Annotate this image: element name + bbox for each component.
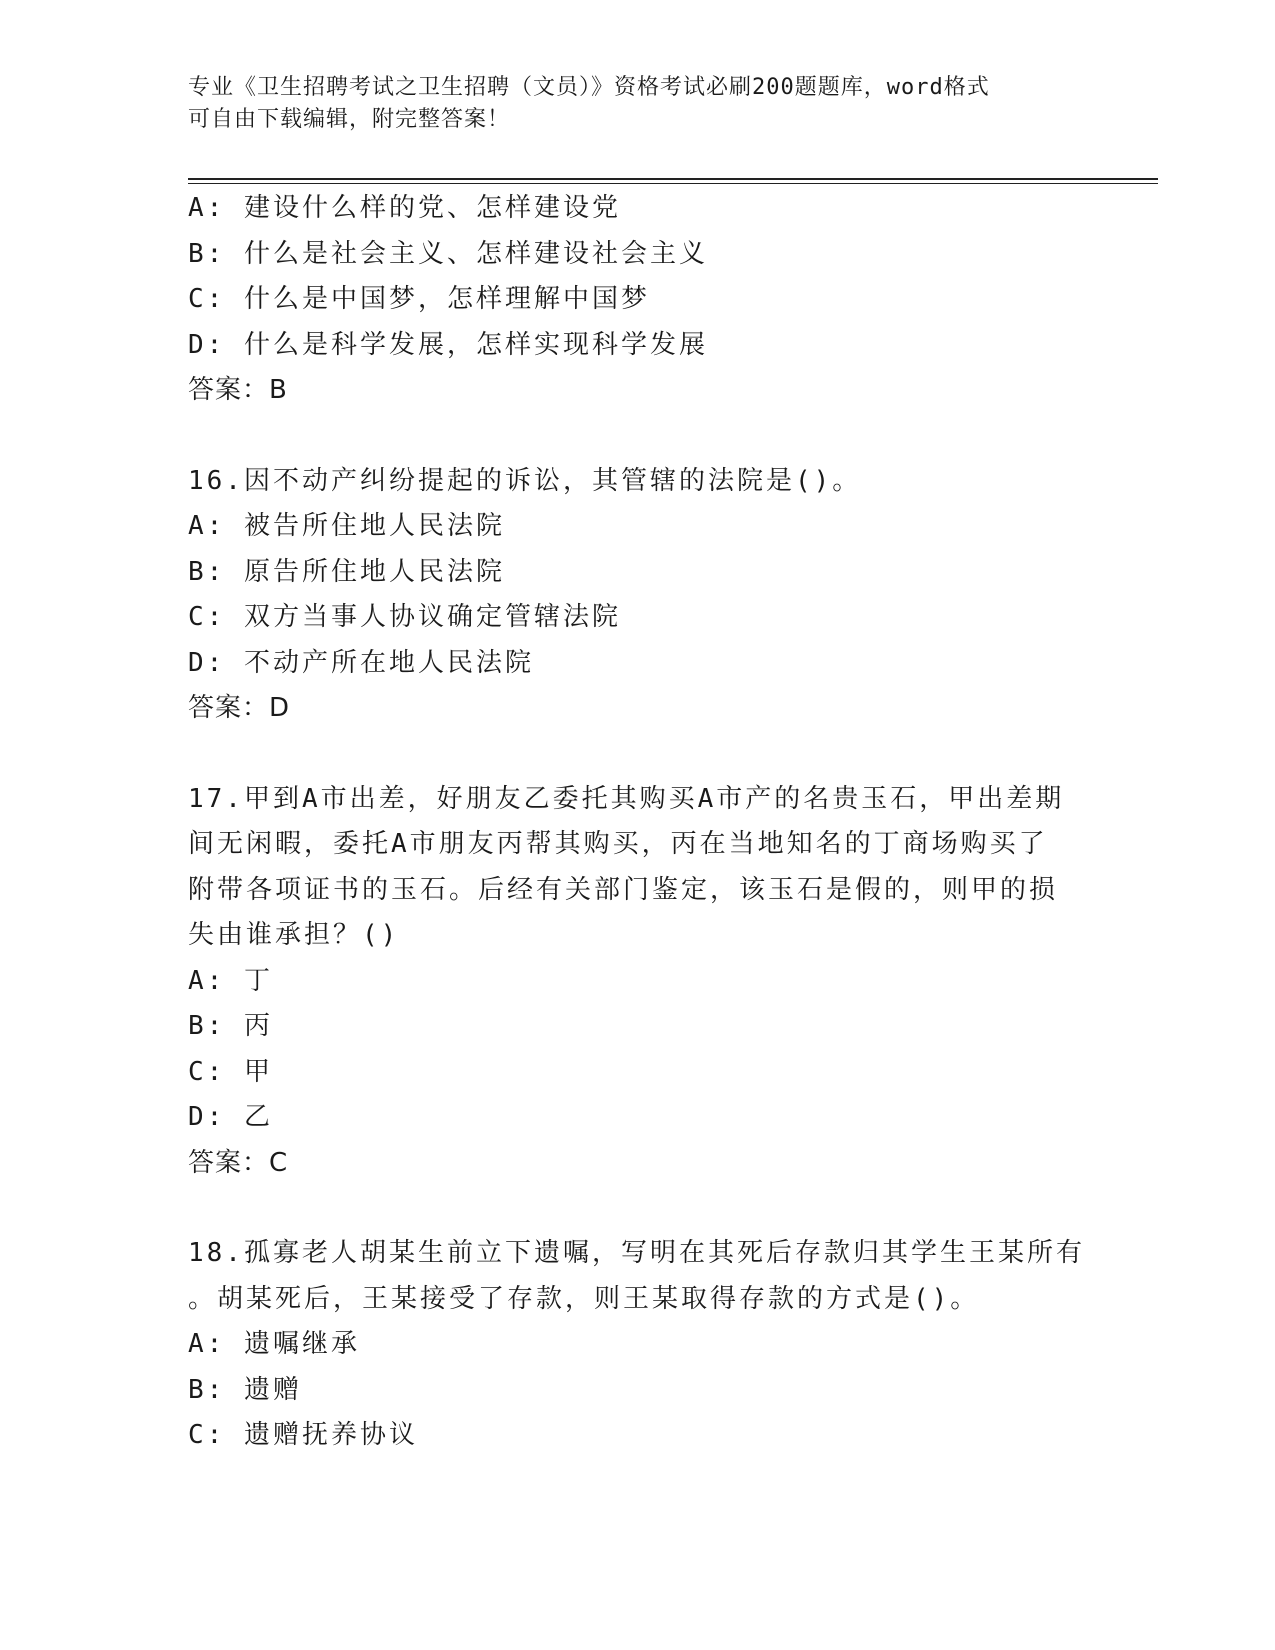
header-divider <box>188 178 1158 184</box>
question-stem-line: 失由谁承担？() <box>188 920 400 950</box>
option-a: A: 建设什么样的党、怎样建设党 <box>188 193 621 223</box>
document-header <box>188 72 1068 136</box>
option-b: B: 遗赠 <box>188 1374 302 1405</box>
question-stem-line: 。胡某死后，王某接受了存款，则王某取得存款的方式是()。 <box>188 1283 980 1314</box>
answer: 答案：D <box>188 693 291 723</box>
spacer <box>188 732 1078 777</box>
question-stem: 16.因不动产纠纷提起的诉讼，其管辖的法院是()。 <box>188 465 862 496</box>
header-line-1: 专业《卫生招聘考试之卫生招聘（文员）》资格考试必刷200题题库，word格式 <box>188 75 990 100</box>
answer: 答案：B <box>188 375 288 405</box>
option-c: C: 甲 <box>188 1056 273 1087</box>
option-a: A: 被告所住地人民法院 <box>188 511 505 541</box>
question-16 <box>188 459 1078 732</box>
question-18 <box>188 1231 1085 1459</box>
option-a: A: 遗嘱继承 <box>188 1329 360 1359</box>
option-a: A: 丁 <box>188 965 273 996</box>
question-stem-line: 18.孤寡老人胡某生前立下遗嘱，写明在其死后存款归其学生王某所有 <box>188 1238 1085 1268</box>
option-c: C: 遗赠抚养协议 <box>188 1420 418 1450</box>
spacer <box>188 414 1078 459</box>
option-b: B: 什么是社会主义、怎样建设社会主义 <box>188 238 708 269</box>
question-15 <box>188 186 1078 414</box>
answer: 答案：C <box>188 1147 289 1178</box>
option-b: B: 丙 <box>188 1011 273 1041</box>
question-stem-line: 17.甲到A市出差，好朋友乙委托其购买A市产的名贵玉石，甲出差期 <box>188 783 1065 814</box>
option-c: C: 什么是中国梦，怎样理解中国梦 <box>188 284 650 314</box>
header-line-2: 可自由下载编辑，附完整答案！ <box>188 107 511 132</box>
option-d: D: 乙 <box>188 1102 273 1132</box>
option-b: B: 原告所住地人民法院 <box>188 556 505 587</box>
question-17 <box>188 777 1078 1187</box>
question-list <box>188 186 1085 1459</box>
option-d: D: 什么是科学发展，怎样实现科学发展 <box>188 329 708 360</box>
question-stem-line: 附带各项证书的玉石。后经有关部门鉴定，该玉石是假的，则甲的损 <box>188 874 1059 905</box>
question-stem-line: 间无闲暇，委托A市朋友丙帮其购买，丙在当地知名的丁商场购买了 <box>188 829 1048 859</box>
option-d: D: 不动产所在地人民法院 <box>188 647 534 678</box>
option-c: C: 双方当事人协议确定管辖法院 <box>188 602 621 632</box>
spacer <box>188 1186 1078 1231</box>
